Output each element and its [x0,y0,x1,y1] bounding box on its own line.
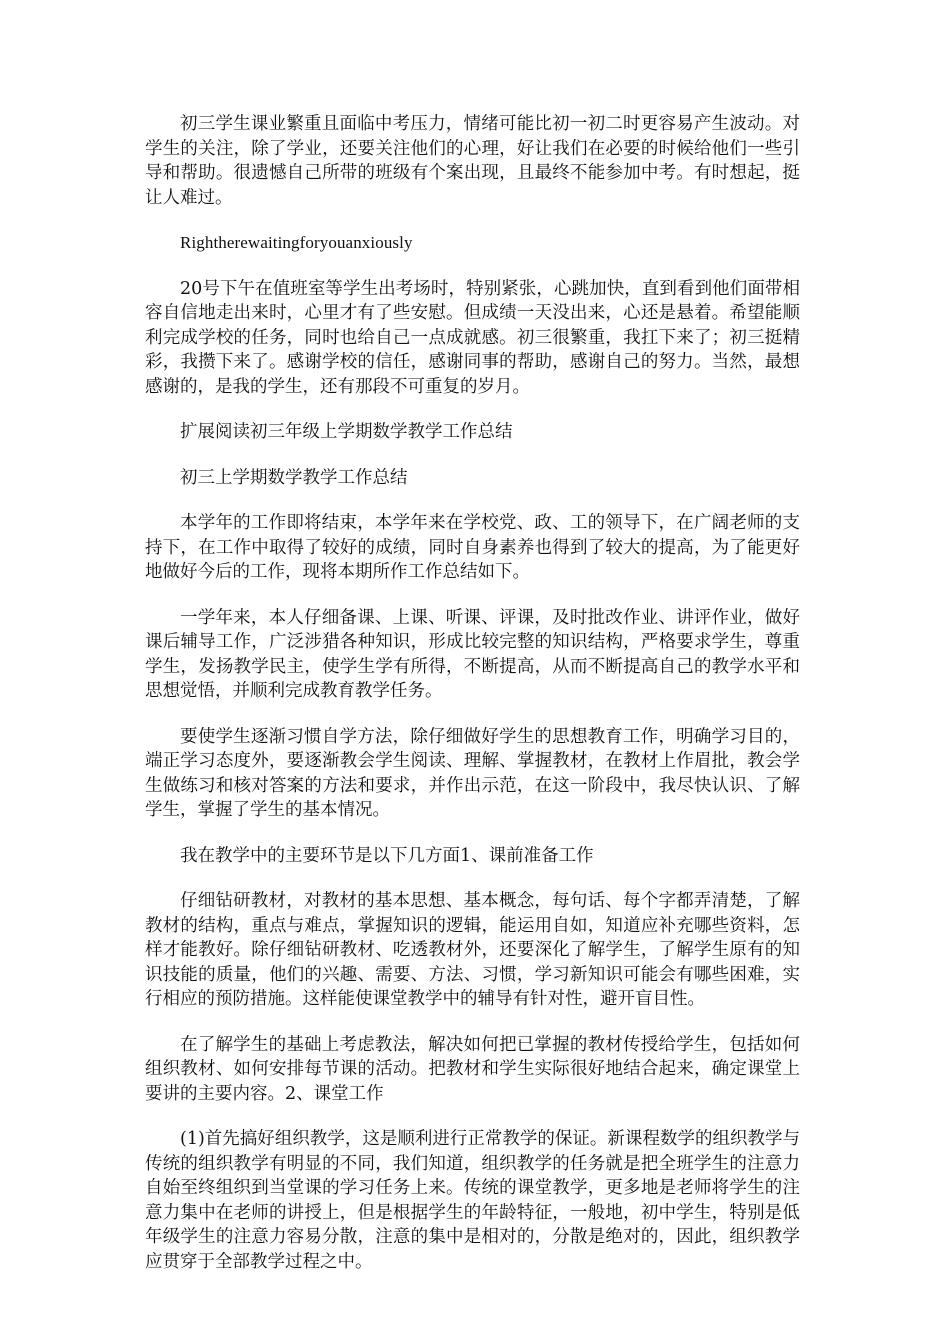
paragraph: 要使学生逐渐习惯自学方法，除仔细做好学生的思想教育工作，明确学习目的，端正学习态度外，要逐渐教会学生阅读、理解、掌握教材，在教材上作眉批，教会学生做练习和核对答案的方法和要求，并作出示范，在这一阶段中，我尽快认识、了解学生，掌握了学生的基本情况。 [145,726,800,820]
section-title: 初三上学期数学教学工作总结 [180,467,408,488]
document-page [145,112,800,1295]
paragraph: 初三学生课业繁重且面临中考压力，情绪可能比初一初二时更容易产生波动。对学生的关注，除了学业，还要关注他们的心理，好让我们在必要的时候给他们一些引导和帮助。很遗憾自己所带的班级有个案出现，且最终不能参加中考。有时想起，挺让人难过。 [145,114,800,208]
paragraph: 我在教学中的主要环节是以下几方面1、课前准备工作 [180,845,594,866]
paragraph: 仔细钻研教材，对教材的基本思想、基本概念，每句话、每个字都弄清楚，了解教材的结构，重点与难点，掌握知识的逻辑，能运用自如，知道应补充哪些资料，怎样才能教好。除仔细钻研教材、吃透教材外，还要深化了解学生，了解学生原有的知识技能的质量，他们的兴趣、需要、方法、习惯，学习新知识可能会有哪些困难，实行相应的预防措施。这样能使课堂教学中的辅导有针对性，避开盲目性。 [145,891,800,1009]
paragraph: 一学年来，本人仔细备课、上课、听课、评课，及时批改作业、讲评作业，做好课后辅导工作，广泛涉猎各种知识，形成比较完整的知识结构，严格要求学生，尊重学生，发扬教学民主，使学生学有所得，不断提高，从而不断提高自己的教学水平和思想觉悟，并顺利完成教育教学任务。 [145,607,800,701]
paragraph: 本学年的工作即将结束，本学年来在学校党、政、工的领导下，在广阔老师的支持下，在工作中取得了较好的成绩，同时自身素养也得到了较大的提高，为了能更好地做好今后的工作，现将本期所作工作总结如下。 [145,513,800,582]
paragraph-english-line: Rightherewaitingforyouanxiously [180,233,413,252]
paragraph: 在了解学生的基础上考虑教法，解决如何把已掌握的教材传授给学生，包括如何组织教材、如何安排每节课的活动。把教材和学生实际很好地结合起来，确定课堂上要讲的主要内容。2、课堂工作 [145,1034,800,1104]
paragraph: (1)首先搞好组织教学，这是顺利进行正常教学的保证。新课程数学的组织教学与传统的组织教学有明显的不同，我们知道，组织教学的任务就是把全班学生的注意力自始至终组织到当堂课的学习任务上来。传统的课堂教学，更多地是老师将学生的注意力集中在老师的讲授上，但是根据学生的年龄特征，一般地，初中学生，特别是低年级学生的注意力容易分散，注意的集中是相对的，分散是绝对的，因此，组织教学应贯穿于全部教学过程之中。 [145,1129,800,1272]
paragraph: 20号下午在值班室等学生出考场时，特别紧张，心跳加快，直到看到他们面带相容自信地走出来时，心里才有了些安慰。但成绩一天没出来，心还是悬着。希望能顺利完成学校的任务，同时也给自己一点成就感。初三很繁重，我扛下来了；初三挺精彩，我攒下来了。感谢学校的信任，感谢同事的帮助，感谢自己的努力。当然，最想感谢的，是我的学生，还有那段不可重复的岁月。 [145,278,800,397]
section-heading-extended-reading: 扩展阅读初三年级上学期数学教学工作总结 [180,422,513,442]
